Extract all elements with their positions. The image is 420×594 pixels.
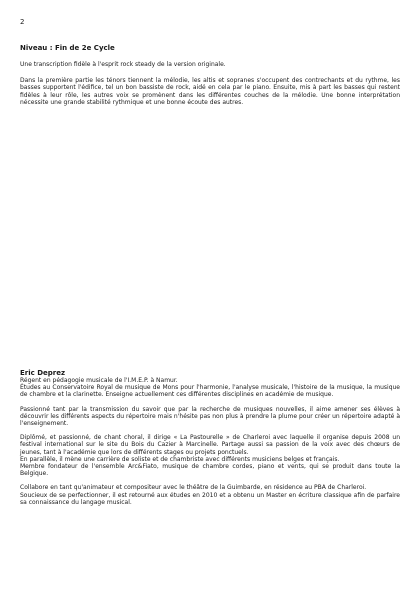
intro-paragraph-1: Une transcription fidèle à l'esprit rock steady de la version originale. <box>20 61 226 68</box>
bio-paragraph-soloist: En parallèle, il mène une carrière de soliste et de chambriste avec différents musiciens belges et français. <box>20 455 340 463</box>
bio-paragraph-ensemble: Membre fondateur de l'ensemble Arc&Fiato, musique de chambre cordes, piano et vents, qui se produit dans toute la Belgique. <box>20 463 400 478</box>
bio-line-training: Régent en pédagogie musicale de l'I.M.E.P. à Namur. <box>20 377 178 384</box>
bio-line-studies: Études au Conservatoire Royal de musique de Mons pour l'harmonie, l'analyse musicale, l'histoire de la musique, la musique de chambre et la clarinette. Enseigne actuellement ces différentes disciplines en académie de musique. <box>20 384 400 399</box>
page-number: 2 <box>20 18 25 26</box>
bio-paragraph-master: Soucieux de se perfectionner, il est retourné aux études en 2010 et a obtenu un Master en écriture classique afin de parfaire sa connaissance du langage musical. <box>20 491 400 506</box>
piece-notes <box>20 44 400 106</box>
level-heading: Niveau : Fin de 2e Cycle <box>20 44 115 52</box>
bio-paragraph-teaching: Passionné tant par la transmission du savoir que par la recherche de musiques nouvelles, il aime amener ses élèves à découvrir les différents aspects du répertoire mais n'hésite pas non plus à prendre la plume pour créer un répertoire adapté à l'enseignement. <box>20 405 400 428</box>
intro-paragraph-2: Dans la première partie les ténors tiennent la mélodie, les altis et sopranes s'occupent des contrechants et du rythme, les basses supportent l'édifice, tel un bon bassiste de rock, aidé en cela par le piano. Ensuite, mis à part les basses qui restent fidèles à leur rôle, les autres voix se promènent dans les différentes couches de la mélodie. Une bonne interprétation nécessite une grande stabilité rythmique et une bonne écoute des autres. <box>20 77 400 106</box>
composer-name: Eric Deprez <box>20 369 66 377</box>
bio-paragraph-choir: Diplômé, et passionné, de chant choral, il dirige « La Pastourelle » de Charleroi avec laquelle il organise depuis 2008 un festival international sur le site du Bois du Cazier à Marcinelle. Partage aussi sa passion de la voix avec des chœurs de jeunes, tant à l'académie que lors de différents stages ou projets ponctuels. <box>20 434 400 456</box>
bio-paragraph-theatre: Collabore en tant qu'animateur et compositeur avec le théâtre de la Guimbarde, en résidence au PBA de Charleroi. <box>20 484 367 492</box>
composer-bio <box>20 369 400 506</box>
